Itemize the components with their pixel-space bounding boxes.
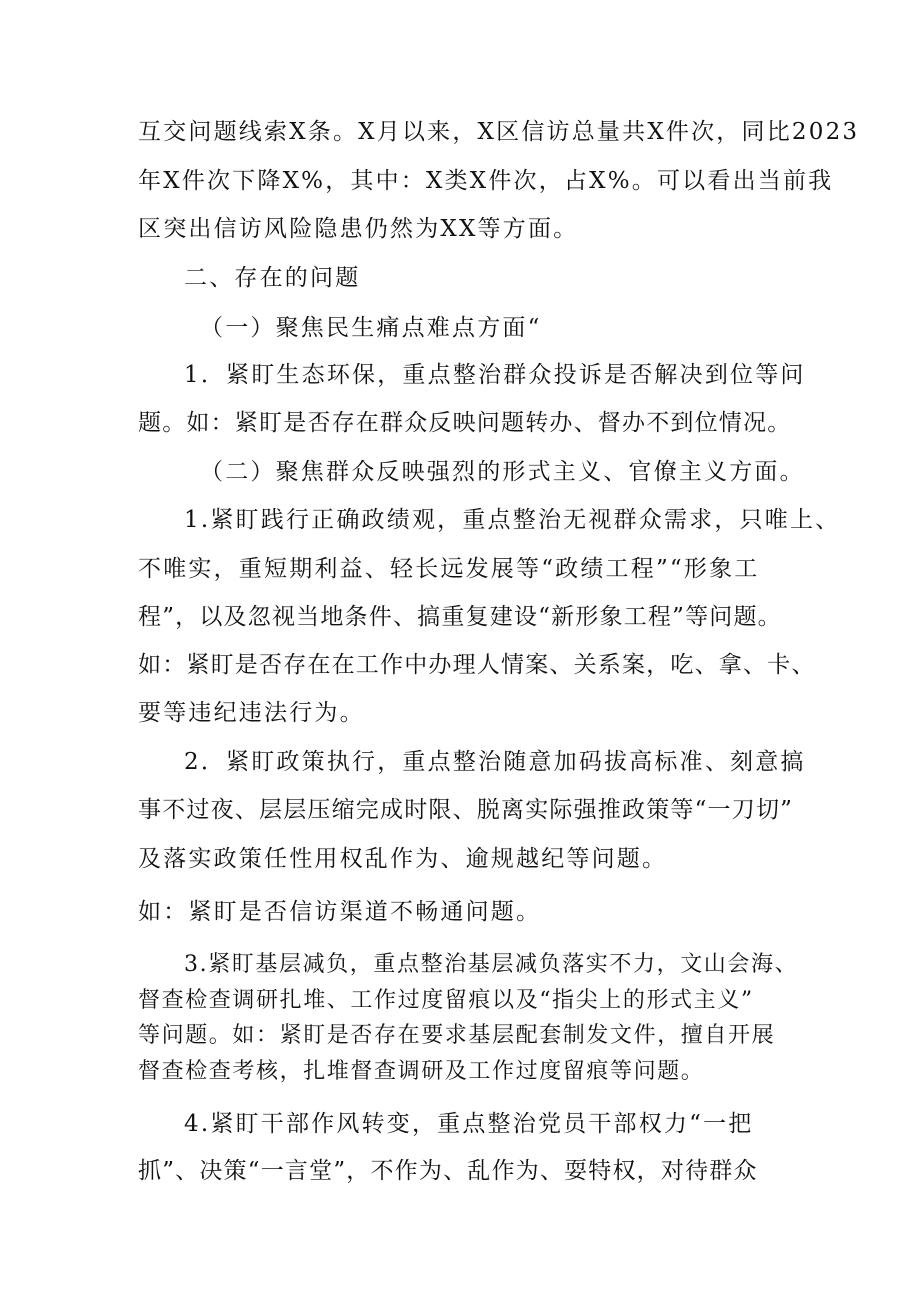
item-2-4-line-1: 4.紧盯干部作风转变，重点整治党员干部权力“一把 — [184, 1111, 754, 1137]
item-2-2-line-3: 及落实政策任性用权乱作为、逾规越纪等问题。 — [138, 846, 668, 872]
item-1-line-2: 题。如：紧盯是否存在群众反映问题转办、督办不到位情况。 — [138, 410, 792, 436]
paragraph-line-3: 区突出信访风险隐患仍然为XX等方面。 — [138, 216, 579, 242]
item-1-line-1: 1．紧盯生态环保，重点整治群众投诉是否解决到位等问 — [184, 362, 806, 388]
item-2-2-line-2: 事不过夜、层层压缩完成时限、脱离实际强推政策等“一刀切” — [138, 797, 794, 823]
item-2-3-line-4: 督查检查考核，扎堆督查调研及工作过度留痕等问题。 — [138, 1059, 705, 1084]
item-2-1-line-3: 程”，以及忽视当地条件、搞重复建设“新形象工程”等问题。 — [138, 604, 782, 630]
paragraph-line-2: 年X件次下降X%，其中：X类X件次，占X%。可以看出当前我 — [138, 168, 834, 194]
item-2-3-line-1: 3.紧盯基层减负，重点整治基层减负落实不力，文山会海、 — [184, 952, 799, 977]
item-2-3-line-3: 等问题。如：紧盯是否存在要求基层配套制发文件，擅自开展 — [138, 1023, 776, 1048]
item-2-2-example: 如：紧盯是否信访渠道不畅通问题。 — [138, 899, 542, 925]
paragraph-line-1: 互交问题线索X条。X月以来，X区信访总量共X件次，同比2023 — [138, 119, 860, 145]
item-2-1-line-4: 如：紧盯是否存在在工作中办理人情案、关系案，吃、拿、卡、 — [138, 652, 816, 678]
subsection-heading-1: （一）聚焦民生痛点难点方面“ — [200, 315, 542, 341]
subsection-heading-2: （二）聚焦群众反映强烈的形式主义、官僚主义方面。 — [200, 459, 805, 485]
item-2-1-line-5: 要等违纪违法行为。 — [138, 700, 365, 726]
item-2-1-line-1: 1.紧盯践行正确政绩观，重点整治无视群众需求，只唯上、 — [184, 507, 841, 533]
item-2-2-line-1: 2．紧盯政策执行，重点整治随意加码拔高标准、刻意搞 — [184, 749, 806, 775]
item-2-4-line-2: 抓”、决策“一言堂”，不作为、乱作为、耍特权，对待群众 — [138, 1158, 758, 1184]
section-heading-problems: 二、存在的问题 — [184, 265, 361, 291]
item-2-1-line-2: 不唯实，重短期利益、轻长远发展等“政绩工程”“形象工 — [138, 556, 760, 582]
item-2-3-line-2: 督查检查调研扎堆、工作过度留痕以及“指尖上的形式主义” — [138, 988, 754, 1013]
